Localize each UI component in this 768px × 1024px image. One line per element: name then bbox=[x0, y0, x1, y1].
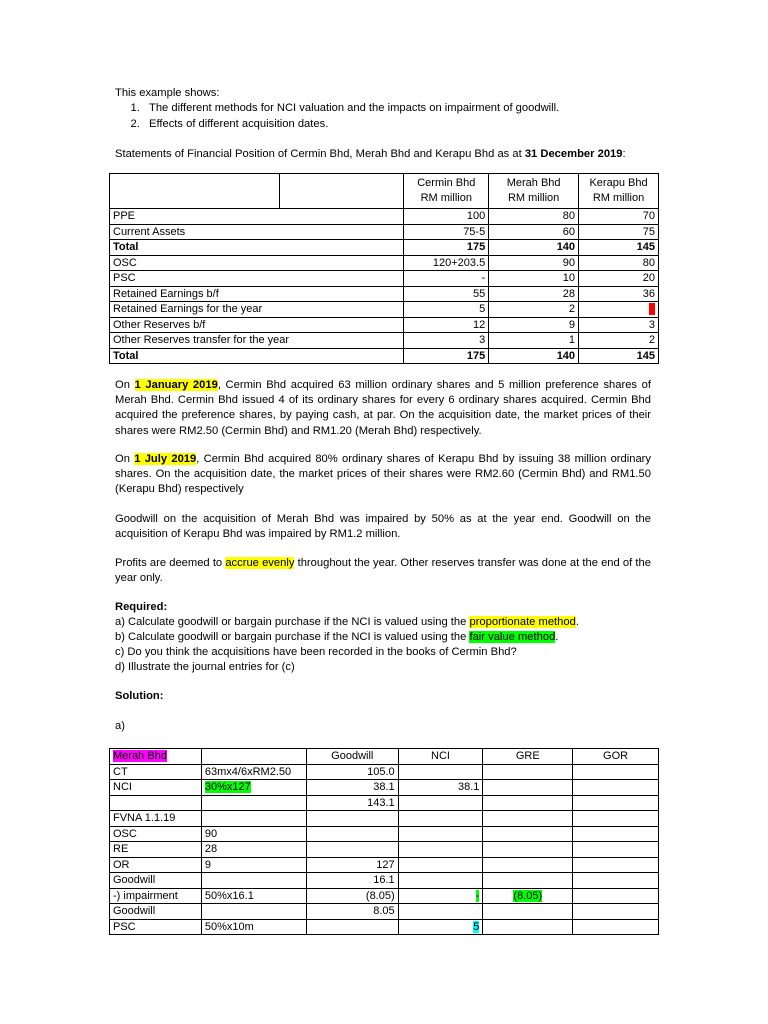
table-row bbox=[110, 888, 659, 904]
row-label: Other Reserves transfer for the year bbox=[110, 333, 404, 349]
solution-heading: Solution: bbox=[115, 690, 164, 702]
table-cell: (8.05) bbox=[483, 888, 573, 904]
table-cell: 143.1 bbox=[306, 795, 398, 811]
table-cell: 145 bbox=[579, 348, 659, 364]
row-label: Total bbox=[110, 240, 404, 256]
header-kerapu: Kerapu Bhd RM million bbox=[579, 174, 659, 209]
header-gre: GRE bbox=[483, 749, 573, 765]
table-cell bbox=[573, 764, 659, 780]
table-cell bbox=[201, 873, 306, 889]
table-row bbox=[110, 255, 659, 271]
table-cell bbox=[483, 780, 573, 796]
table-cell: - bbox=[398, 888, 483, 904]
row-label: Retained Earnings for the year bbox=[110, 302, 404, 318]
table-cell: 36 bbox=[579, 286, 659, 302]
table-cell: OR bbox=[110, 857, 202, 873]
table-cell: OSC bbox=[110, 826, 202, 842]
table-cell: 55 bbox=[404, 286, 489, 302]
table-cell bbox=[306, 811, 398, 827]
table-cell: 12 bbox=[404, 317, 489, 333]
merah-label: Merah Bhd bbox=[113, 750, 167, 762]
table-cell bbox=[483, 826, 573, 842]
row-label: Current Assets bbox=[110, 224, 404, 240]
table-cell: 105.0 bbox=[306, 764, 398, 780]
required-a: a) Calculate goodwill or bargain purchase if the NCI is valued using the proportionate method. bbox=[115, 616, 579, 628]
table-row bbox=[110, 333, 659, 349]
table-cell: 70 bbox=[579, 209, 659, 225]
table-cell: -) impairment bbox=[110, 888, 202, 904]
table-cell bbox=[483, 795, 573, 811]
row-label: PSC bbox=[110, 271, 404, 287]
table-row bbox=[110, 764, 659, 780]
sofp-title-colon: : bbox=[622, 148, 626, 160]
table-cell: 28 bbox=[489, 286, 579, 302]
table-row bbox=[110, 317, 659, 333]
sofp-title-text: Statements of Financial Position of Cermin Bhd, Merah Bhd and Kerapu Bhd as at bbox=[115, 148, 525, 160]
table-cell: 75 bbox=[579, 224, 659, 240]
table-cell: 60 bbox=[489, 224, 579, 240]
header-cermin: Cermin Bhd RM million bbox=[404, 174, 489, 209]
table-cell: 175 bbox=[404, 348, 489, 364]
table-cell bbox=[398, 873, 483, 889]
sofp-table bbox=[109, 173, 659, 364]
table-cell bbox=[201, 795, 306, 811]
goodwill-table bbox=[109, 748, 659, 935]
table-cell bbox=[573, 780, 659, 796]
table-cell bbox=[306, 919, 398, 935]
table-cell bbox=[398, 826, 483, 842]
table-cell: 127 bbox=[306, 857, 398, 873]
accrue-highlight: accrue evenly bbox=[225, 557, 295, 569]
table-row bbox=[110, 795, 659, 811]
list-item: 2. Effects of different acquisition dates. bbox=[143, 117, 559, 133]
header-gor: GOR bbox=[573, 749, 659, 765]
table-cell bbox=[483, 873, 573, 889]
table-cell: 2 bbox=[579, 333, 659, 349]
table-cell: 2 bbox=[489, 302, 579, 318]
table-cell: NCI bbox=[110, 780, 202, 796]
table-cell bbox=[573, 873, 659, 889]
table-cell: 9 bbox=[489, 317, 579, 333]
header-nci: NCI bbox=[398, 749, 483, 765]
table-cell bbox=[398, 764, 483, 780]
table-cell: 100 bbox=[404, 209, 489, 225]
table-cell bbox=[201, 811, 306, 827]
table-cell: 38.1 bbox=[306, 780, 398, 796]
row-label: Other Reserves b/f bbox=[110, 317, 404, 333]
table-cell bbox=[573, 919, 659, 935]
table-cell: (8.05) bbox=[306, 888, 398, 904]
row-label: Total bbox=[110, 348, 404, 364]
table-cell: 90 bbox=[489, 255, 579, 271]
table-cell: FVNA 1.1.19 bbox=[110, 811, 202, 827]
table-cell: 10 bbox=[489, 271, 579, 287]
table-row bbox=[110, 919, 659, 935]
table-cell bbox=[483, 811, 573, 827]
table-cell bbox=[483, 904, 573, 920]
table-cell bbox=[573, 795, 659, 811]
table-cell bbox=[306, 842, 398, 858]
header-goodwill: Goodwill bbox=[306, 749, 398, 765]
table-cell bbox=[573, 888, 659, 904]
table-cell: 50%x16.1 bbox=[201, 888, 306, 904]
table-cell: 28 bbox=[201, 842, 306, 858]
table-cell: 20 bbox=[579, 271, 659, 287]
required-heading: Required: bbox=[115, 601, 168, 613]
table-cell: PSC bbox=[110, 919, 202, 935]
table-cell bbox=[573, 811, 659, 827]
table-row bbox=[110, 271, 659, 287]
table-cell: 30%x127 bbox=[201, 780, 306, 796]
table-cell bbox=[306, 826, 398, 842]
red-highlight: 4 bbox=[648, 303, 655, 315]
header-merah: Merah Bhd RM million bbox=[489, 174, 579, 209]
table-row bbox=[110, 826, 659, 842]
table-cell bbox=[483, 842, 573, 858]
proportionate-highlight: proportionate method bbox=[469, 616, 576, 628]
required-d: d) Illustrate the journal entries for (c) bbox=[115, 661, 295, 673]
table-cell bbox=[110, 795, 202, 811]
table-cell: 120+203.5 bbox=[404, 255, 489, 271]
table-cell bbox=[201, 904, 306, 920]
paragraph-impairment: Goodwill on the acquisition of Merah Bhd was impaired by 50% as at the year end. Goodwill on the acquisition of Kerapu Bhd was impaired by RM1.2 million. bbox=[115, 513, 651, 541]
table-cell: - bbox=[404, 271, 489, 287]
table-cell: Goodwill bbox=[110, 904, 202, 920]
table-row bbox=[110, 209, 659, 225]
table-cell: 90 bbox=[201, 826, 306, 842]
table-cell: CT bbox=[110, 764, 202, 780]
table-cell: 140 bbox=[489, 348, 579, 364]
table-cell: 75-5 bbox=[404, 224, 489, 240]
table-row bbox=[110, 240, 659, 256]
table-cell: 175 bbox=[404, 240, 489, 256]
table-cell bbox=[483, 919, 573, 935]
row-label: Retained Earnings b/f bbox=[110, 286, 404, 302]
table-cell: 80 bbox=[489, 209, 579, 225]
intro-text: This example shows: bbox=[115, 87, 220, 99]
table-row bbox=[110, 842, 659, 858]
table-cell: 3 bbox=[404, 333, 489, 349]
table-cell bbox=[398, 795, 483, 811]
table-cell bbox=[398, 904, 483, 920]
paragraph-kerapu-acquisition: On 1 July 2019, Cermin Bhd acquired 80% ordinary shares of Kerapu Bhd by issuing 38 million ordinary shares. On the acquisition date, the market prices of their shares were RM2.60 (Cermin Bhd) and RM1.50 (Kerapu Bhd) respectively bbox=[115, 453, 651, 496]
date-highlight: 1 July 2019 bbox=[134, 453, 197, 465]
table-row bbox=[110, 904, 659, 920]
row-label: PPE bbox=[110, 209, 404, 225]
required-b: b) Calculate goodwill or bargain purchase if the NCI is valued using the fair value method. bbox=[115, 631, 559, 643]
table-cell: 38.1 bbox=[398, 780, 483, 796]
table-cell bbox=[573, 904, 659, 920]
table-cell: 16.1 bbox=[306, 873, 398, 889]
table-cell bbox=[573, 826, 659, 842]
table-cell: 80 bbox=[579, 255, 659, 271]
paragraph-merah-acquisition: On 1 January 2019, Cermin Bhd acquired 63 million ordinary shares and 5 million preference shares of Merah Bhd. Cermin Bhd issued 4 of its ordinary shares for every 6 ordinary shares acquired. Cermin Bhd acquired the preference shares, by paying cash, at par. On the acquisition date, the market prices of their shares were RM2.50 (Cermin Bhd) and RM1.20 (Merah Bhd) respectively. bbox=[115, 379, 651, 437]
table-row bbox=[110, 873, 659, 889]
table-cell: 1 bbox=[489, 333, 579, 349]
table-cell: RE bbox=[110, 842, 202, 858]
table-cell: Goodwill bbox=[110, 873, 202, 889]
table-cell bbox=[398, 857, 483, 873]
table-row bbox=[110, 286, 659, 302]
table-cell: 9 bbox=[201, 857, 306, 873]
table-row bbox=[110, 857, 659, 873]
required-c: c) Do you think the acquisitions have been recorded in the books of Cermin Bhd? bbox=[115, 646, 517, 658]
table-cell bbox=[398, 811, 483, 827]
table-header-row bbox=[110, 174, 659, 209]
table-header-row bbox=[110, 749, 659, 765]
date-highlight: 1 January 2019 bbox=[134, 379, 218, 391]
table-cell: 8.05 bbox=[306, 904, 398, 920]
paragraph-profits: Profits are deemed to accrue evenly throughout the year. Other reserves transfer was done at the end of the year only. bbox=[115, 557, 651, 585]
table-cell bbox=[579, 302, 659, 318]
table-cell: 5 bbox=[398, 919, 483, 935]
table-cell bbox=[398, 842, 483, 858]
table-cell bbox=[573, 857, 659, 873]
table-row bbox=[110, 302, 659, 318]
sofp-title-date: 31 December 2019 bbox=[524, 148, 623, 160]
table-cell: 3 bbox=[579, 317, 659, 333]
list-item: 1. The different methods for NCI valuation and the impacts on impairment of goodwill. bbox=[143, 101, 559, 117]
part-a-label: a) bbox=[115, 720, 125, 732]
table-row bbox=[110, 348, 659, 364]
table-cell: 50%x10m bbox=[201, 919, 306, 935]
table-cell bbox=[573, 842, 659, 858]
table-cell: 63mx4/6xRM2.50 bbox=[201, 764, 306, 780]
intro-list bbox=[115, 101, 559, 132]
table-cell: 140 bbox=[489, 240, 579, 256]
table-row bbox=[110, 780, 659, 796]
row-label: OSC bbox=[110, 255, 404, 271]
table-row bbox=[110, 224, 659, 240]
table-row bbox=[110, 811, 659, 827]
table-cell: 5 bbox=[404, 302, 489, 318]
sofp-title bbox=[115, 148, 626, 160]
fair-value-highlight: fair value method bbox=[469, 631, 556, 643]
table-cell bbox=[483, 857, 573, 873]
table-cell bbox=[483, 764, 573, 780]
table-cell: 145 bbox=[579, 240, 659, 256]
